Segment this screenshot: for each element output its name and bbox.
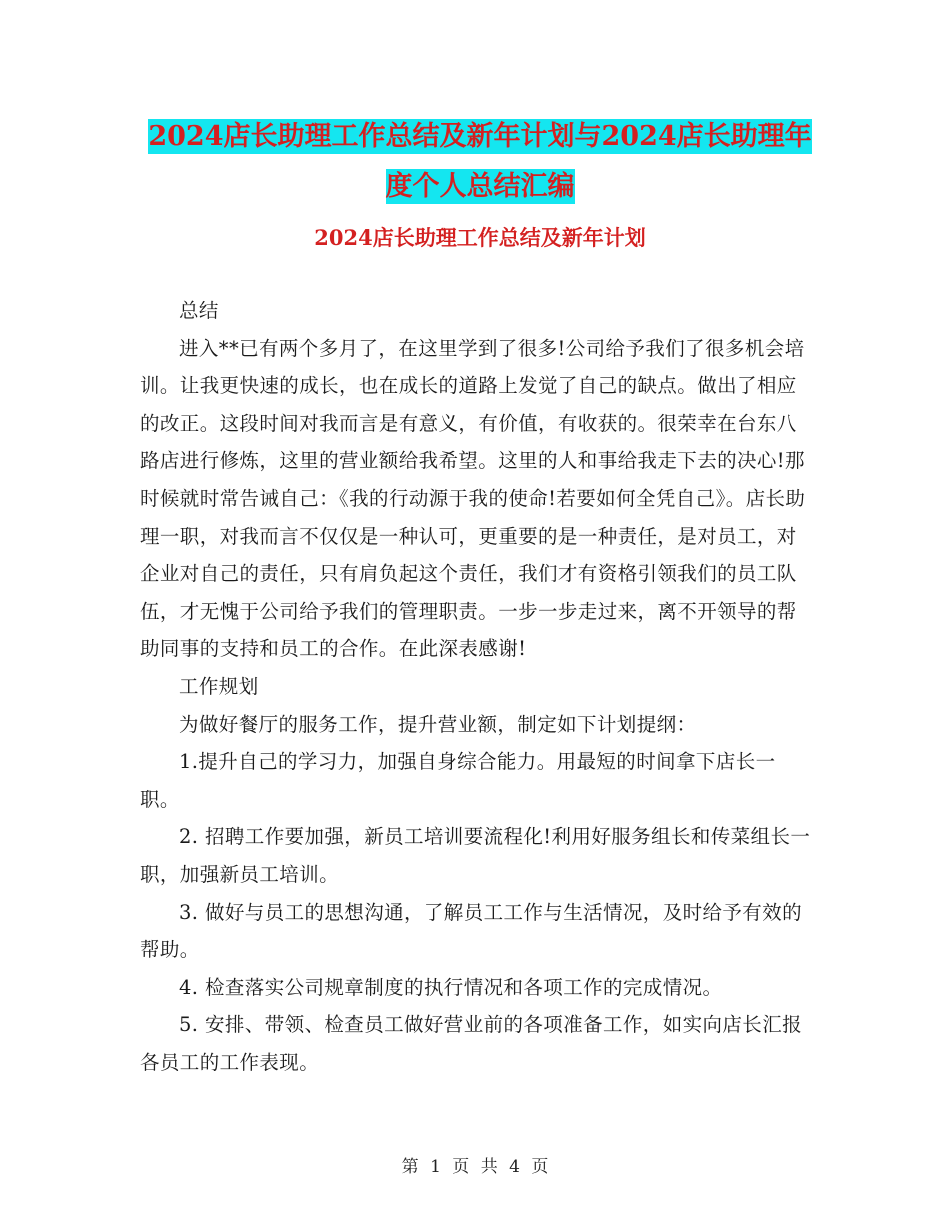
page-number-footer: 第 1 页 共 4 页 (401, 1157, 549, 1177)
plan-item-4: 4. 检查落实公司规章制度的执行情况和各项工作的完成情况。 (179, 975, 723, 999)
paragraph-summary: 进入**已有两个多月了，在这里学到了很多!公司给予我们了很多机会培训。让我更快速的成长，也在成长的道路上发觉了自己的缺点。做出了相应的改正。这段时间对我而言是有意义，有价值，有收获的。很荣幸在台东八路店进行修炼，这里的营业额给我希望。这里的人和事给我走下去的决心!那时候就时常告诫自己：《我的行动源于我的使命!若要如何全凭自己》。店长助理一职，对我而言不仅仅是一种认可，更重要的是一种责任，是对员工，对企业对自己的责任，只有肩负起这个责任，我们才有资格引领我们的员工队伍，才无愧于公司给予我们的管理职责。一步一步走过来，离不开领导的帮助同事的支持和员工的合作。在此深表感谢! (140, 336, 806, 661)
document-title (140, 112, 820, 212)
document-body (140, 292, 812, 1081)
plan-item-5: 5. 安排、带领、检查员工做好营业前的各项准备工作，如实向店长汇报各员工的工作表现。 (140, 1013, 803, 1074)
paragraph-plan-intro: 为做好餐厅的服务工作，提升营业额，制定如下计划提纲： (179, 712, 697, 736)
heading-work-plan: 工作规划 (179, 674, 259, 698)
document-title-line-1: 2024店长助理工作总结及新年计划与2024店长助理年 (148, 121, 812, 152)
heading-summary: 总结 (179, 299, 219, 322)
plan-item-3: 3. 做好与员工的思想沟通，了解员工工作与生活情况，及时给予有效的帮助。 (140, 900, 803, 962)
section-title: 2024店长助理工作总结及新年计划 (314, 225, 646, 250)
plan-item-2: 2. 招聘工作要加强，新员工培训要流程化!利用好服务组长和传菜组长一职，加强新员工培训。 (140, 825, 811, 886)
plan-item-1: 1.提升自己的学习力，加强自身综合能力。用最短的时间拿下店长一职。 (140, 750, 776, 811)
document-title-line-2: 度个人总结汇编 (385, 171, 575, 202)
